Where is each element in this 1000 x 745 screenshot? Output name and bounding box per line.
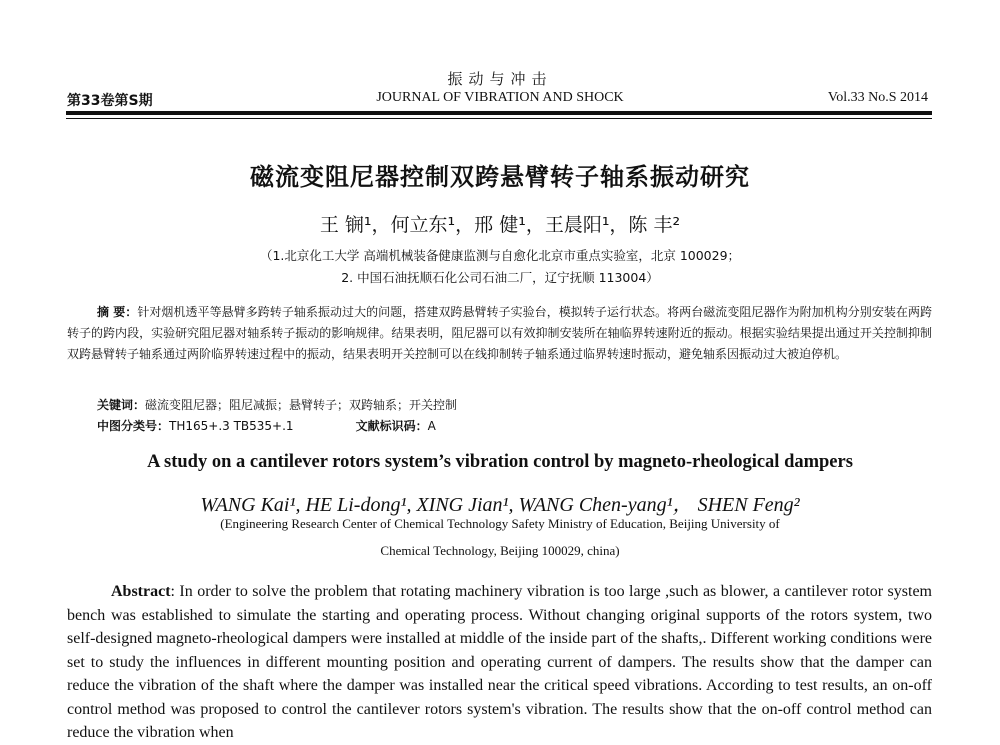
volume-issue-cn: 第33卷第S期 [67, 93, 153, 109]
authors-en: WANG Kai¹, HE Li-dong¹, XING Jian¹, WANG Chen-yang¹， SHEN Feng² [200, 494, 800, 516]
classification-label: 中图分类号： [97, 419, 170, 433]
classification-code: TH165+.3 TB535+.1 [169, 419, 294, 433]
keywords-cn [97, 396, 457, 413]
affiliation-cn-line: 2. 中国石油抚顺石化公司石油二厂，辽宁抚顺 113004） [341, 270, 659, 285]
header-rule-thick [66, 111, 932, 115]
affiliation-cn-line: （1.北京化工大学 高端机械装备健康监测与自愈化北京市重点实验室，北京 100029； [259, 248, 741, 263]
affiliation-en-line: Chemical Technology, Beijing 100029, china) [380, 543, 620, 558]
doc-code-label: 文献标识码： [355, 419, 428, 433]
doc-code: A [427, 419, 436, 433]
paper-title-cn: 磁流变阻尼器控制双跨悬臂转子轴系振动研究 [250, 163, 750, 191]
authors-cn: 王 锎¹，何立东¹，邢 健¹，王晨阳¹，陈 丰² [319, 214, 681, 236]
header-rule-thin [66, 118, 932, 119]
volume-issue-en: Vol.33 No.S 2014 [827, 90, 928, 105]
abstract-cn-label: 摘 要： [97, 305, 138, 319]
abstract-en [67, 580, 932, 745]
journal-name-cn: 振动与冲击 [447, 70, 553, 88]
abstract-en-text: : In order to solve the problem that rotating machinery vibration is too large ,such as blower, a cantilever rotor system bench was established to simulate the starting and operating process. Without changing original supports of the rotors system, two self-designed magneto-rheological dampers were installed at middle of the inside part of the shafts,. Different working conditions were set to study the influences in different mounting position and operating current of dampers. The results show that the damper can reduce the vibration of the shaft where the damper was installed near the critical speed vibrations. According to test results, an on-off control method was proposed to control the cantilever rotors system's vibration. The results show that the on-off control method can reduce the vibration when [67, 583, 932, 741]
abstract-cn [67, 302, 932, 365]
keywords-cn-text: 磁流变阻尼器；阻尼减振；悬臂转子；双跨轴系；开关控制 [145, 398, 458, 412]
affiliation-en-line: (Engineering Research Center of Chemical Technology Safety Ministry of Education, Beijing University of [220, 516, 780, 531]
abstract-en-label: Abstract [111, 583, 171, 600]
classification-cn [97, 417, 436, 434]
journal-name-en: JOURNAL OF VIBRATION AND SHOCK [376, 90, 624, 105]
keywords-cn-label: 关键词： [97, 398, 146, 412]
abstract-cn-text: 针对烟机透平等悬臂多跨转子轴系振动过大的问题，搭建双跨悬臂转子实验台，模拟转子运行状态。将两台磁流变阻尼器作为附加机构分别安装在两跨转子的跨内段，实验研究阻尼器对轴系转子振动的影响规律。结果表明，阻尼器可以有效抑制安装所在轴临界转速附近的振动。根据实验结果提出通过开关控制抑制双跨悬臂转子轴系通过两阶临界转速过程中的振动，结果表明开关控制可以在线抑制转子轴系通过临界转速时振动，避免轴系因振动过大被迫停机。 [67, 305, 932, 361]
paper-title-en: A study on a cantilever rotors system’s vibration control by magneto-rheological dampers [147, 452, 853, 472]
